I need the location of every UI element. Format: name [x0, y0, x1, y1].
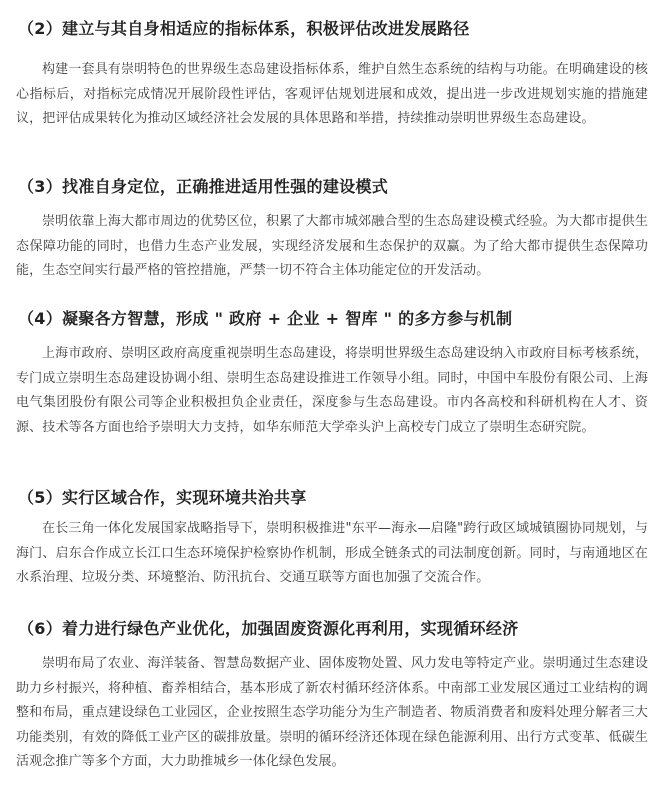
section-paragraph: 崇明依靠上海大都市周边的优势区位，积累了大都市城郊融合型的生态岛建设模式经验。为大都市提供生态保障功能的同时，也借力生态产业发展，实现经济发展和生态保护的双赢。为了给大都市提供生态保障功能，生态空间实行最严格的管控措施，严禁一切不符合主体功能定位的开发活动。: [16, 214, 648, 278]
section-paragraph: 在长三角一体化发展国家战略指导下，崇明积极推进"东平—海永—启隆"跨行政区域城镇圈协同规划，与海门、启东合作成立长江口生态环境保护检察协作机制，形成全链条式的司法制度创新。同时，与南通地区在水系治理、垃圾分类、环境整治、防汛抗台、交通互联等方面也加强了交流合作。: [16, 521, 648, 585]
section-heading: （3）找准自身定位，正确推进适用性强的建设模式: [18, 177, 389, 196]
section-heading: （6）着力进行绿色产业优化，加强固废资源化再利用，实现循环经济: [18, 619, 519, 638]
section-paragraph: 崇明布局了农业、海洋装备、智慧岛数据产业、固体废物处置、风力发电等特定产业。崇明通过生态建设助力乡村振兴，将种植、畜养相结合，基本形成了新农村循环经济体系。中南部工业发展区通过工业结构的调整和布局，重点建设绿色工业园区，企业按照生态学功能分为生产制造者、物质消费者和废料处理分解者三大功能类别，有效的降低工业产区的碳排放量。崇明的循环经济还体现在绿色能源利用、出行方式变革、低碳生活观念推广等多个方面，大力助推城乡一体化绿色发展。: [16, 656, 648, 769]
section-heading: （2）建立与其自身相适应的指标体系，积极评估改进发展路径: [18, 19, 470, 38]
section-heading: （4）凝聚各方智慧，形成 " 政府 + 企业 + 智库 " 的多方参与机制: [18, 309, 513, 328]
section-heading: （5）实行区域合作，实现环境共治共享: [18, 488, 307, 507]
section-paragraph: 构建一套具有崇明特色的世界级生态岛建设指标体系，维护自然生态系统的结构与功能。在明确建设的核心指标后，对指标完成情况开展阶段性评估，客观评估规划进展和成效，提出进一步改进规划实施的措施建议，把评估成果转化为推动区域经济社会发展的具体思路和举措，持续推动崇明世界级生态岛建设。: [16, 62, 648, 126]
section-paragraph: 上海市政府、崇明区政府高度重视崇明生态岛建设，将崇明世界级生态岛建设纳入市政府目标考核系统，专门成立崇明生态岛建设协调小组、崇明生态岛建设推进工作领导小组。同时，中国中车股份有限公司、上海电气集团股份有限公司等企业积极担负企业责任，深度参与生态岛建设。市内各高校和科研机构在人才、资源、技术等各方面也给予崇明大力支持，如华东师范大学牵头沪上高校专门成立了崇明生态研究院。: [16, 346, 648, 435]
